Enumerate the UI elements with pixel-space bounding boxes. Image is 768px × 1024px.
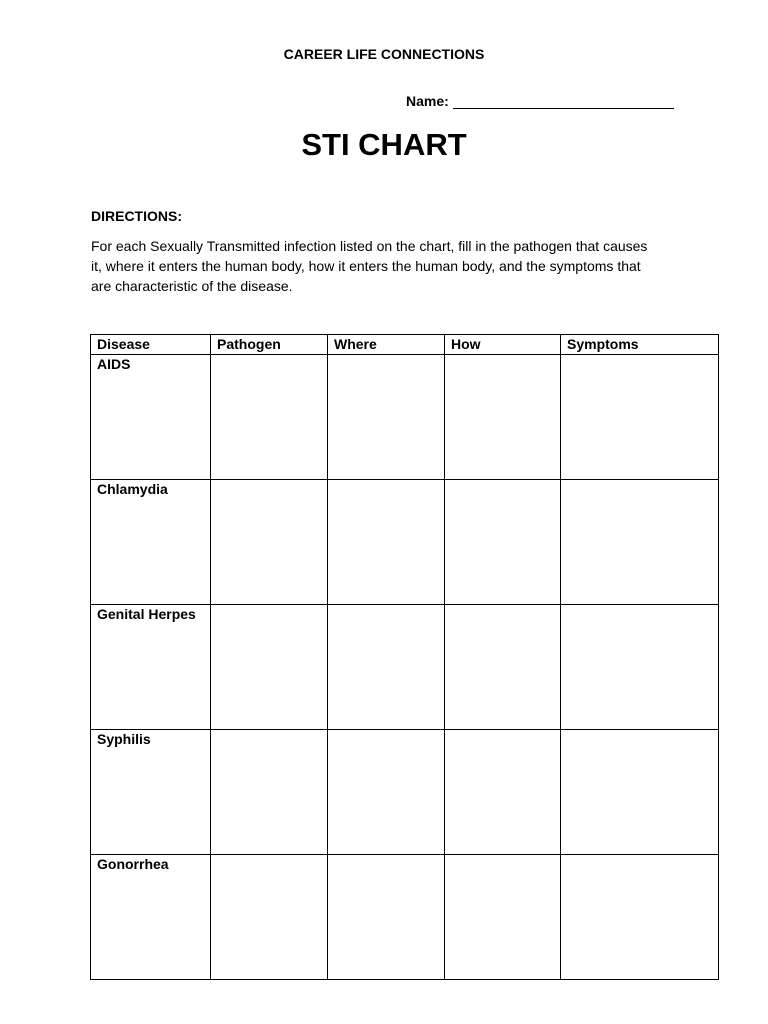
symptoms-cell[interactable] [561,605,719,730]
pathogen-cell[interactable] [211,855,328,980]
name-label: Name: [406,93,449,109]
disease-cell: AIDS [91,355,211,480]
column-header-symptoms: Symptoms [561,335,719,355]
pathogen-cell[interactable] [211,355,328,480]
symptoms-cell[interactable] [561,355,719,480]
how-cell[interactable] [445,605,561,730]
how-cell[interactable] [445,855,561,980]
course-title: CAREER LIFE CONNECTIONS [283,46,485,62]
table-row [91,480,719,605]
disease-cell: Gonorrhea [91,855,211,980]
disease-cell: Syphilis [91,730,211,855]
where-cell[interactable] [328,480,445,605]
symptoms-cell[interactable] [561,855,719,980]
table-header-row [91,335,719,355]
directions-text: For each Sexually Transmitted infection listed on the chart, fill in the pathogen that causes it, where it enters the human body, how it enters the human body, and the symptoms that are characteristic of the disease. [91,238,648,294]
column-header-where: Where [328,335,445,355]
table-row [91,855,719,980]
how-cell[interactable] [445,480,561,605]
page-title: STI CHART [301,127,467,162]
symptoms-cell[interactable] [561,730,719,855]
where-cell[interactable] [328,855,445,980]
column-header-how: How [445,335,561,355]
sti-chart-table [90,334,719,980]
disease-cell: Chlamydia [91,480,211,605]
name-blank-line[interactable] [453,94,674,109]
where-cell[interactable] [328,730,445,855]
table-row [91,730,719,855]
name-field[interactable] [406,93,674,109]
directions-heading: DIRECTIONS: [91,208,182,224]
pathogen-cell[interactable] [211,730,328,855]
pathogen-cell[interactable] [211,480,328,605]
table-row [91,355,719,480]
symptoms-cell[interactable] [561,480,719,605]
column-header-pathogen: Pathogen [211,335,328,355]
disease-cell: Genital Herpes [91,605,211,730]
column-header-disease: Disease [91,335,211,355]
where-cell[interactable] [328,605,445,730]
how-cell[interactable] [445,730,561,855]
where-cell[interactable] [328,355,445,480]
pathogen-cell[interactable] [211,605,328,730]
table-row [91,605,719,730]
how-cell[interactable] [445,355,561,480]
